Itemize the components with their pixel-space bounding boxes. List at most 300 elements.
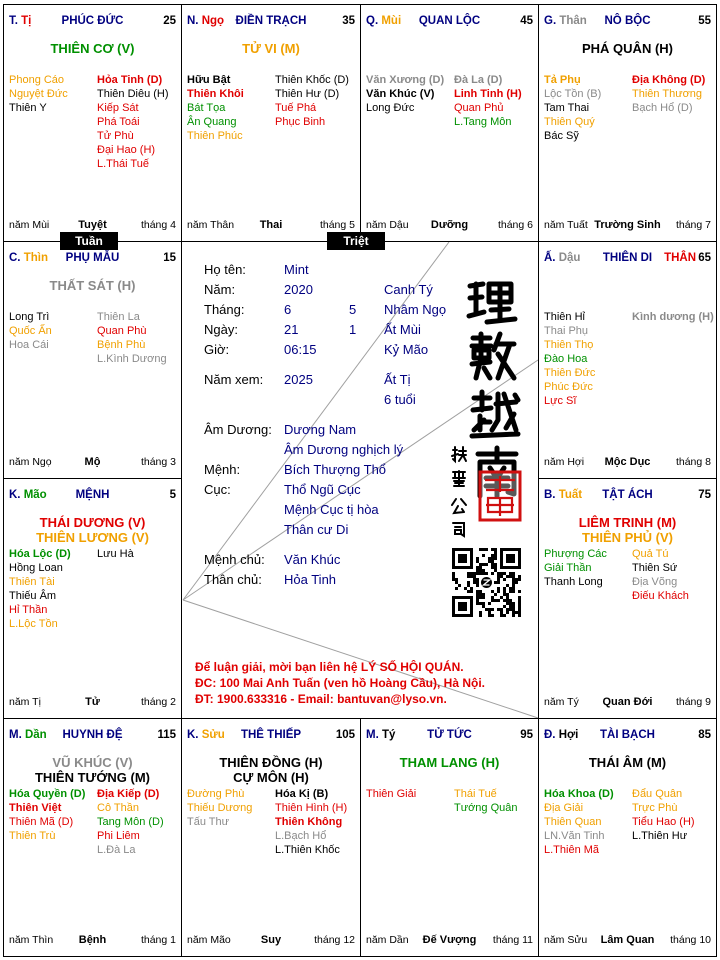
minor-stars-right xyxy=(275,787,347,857)
than-cu-marker: THÂN xyxy=(664,252,697,264)
triet-marker: Triệt xyxy=(327,232,385,250)
palace-hoi xyxy=(538,718,717,957)
month-lunar: 5 xyxy=(349,302,357,317)
minor-star: Thiên Tài xyxy=(9,576,55,588)
palace-than xyxy=(538,4,717,242)
tieu-han-year: năm Mùi xyxy=(9,219,50,231)
minor-star: Thiên Đức xyxy=(544,367,596,379)
tieu-han-year: năm Mão xyxy=(187,934,231,946)
tieu-han-year: năm Hợi xyxy=(544,456,585,468)
earthly-branch: Mão xyxy=(23,489,47,501)
palace-ty xyxy=(360,718,539,957)
minor-star: Đà La (D) xyxy=(454,74,503,86)
palace-header xyxy=(539,13,716,29)
day-label: Ngày: xyxy=(204,322,238,337)
minor-star: Đường Phù xyxy=(187,788,245,800)
cuc-note: Mệnh Cục tị hòa xyxy=(284,502,379,517)
palace-name-box xyxy=(539,250,716,266)
minor-stars-right xyxy=(97,73,169,171)
minor-star: Lưu Hà xyxy=(97,548,134,560)
palace-tuat xyxy=(538,478,717,719)
palace-name-wrap xyxy=(427,727,472,743)
day-lunar: 1 xyxy=(349,322,357,337)
life-stage: Quan Đới xyxy=(602,696,653,708)
palace-footer xyxy=(4,932,181,948)
day-solar: 21 xyxy=(284,322,299,337)
earthly-branch: Thìn xyxy=(23,252,48,264)
minor-star: Thiên Phúc xyxy=(187,130,243,142)
palace-header xyxy=(4,727,181,743)
main-stars xyxy=(4,278,181,293)
palace-dai-han-age: 75 xyxy=(698,489,711,501)
minor-star: Hóa Khoa (D) xyxy=(544,788,614,800)
minor-star: Thiên Khôi xyxy=(187,88,244,100)
heavenly-stem: B. xyxy=(544,489,556,501)
minor-star: Trực Phù xyxy=(632,802,678,814)
minor-star: Thiếu Âm xyxy=(9,590,57,602)
palace-footer xyxy=(539,217,716,233)
palace-name: TỬ TỨC xyxy=(427,729,472,741)
minor-star: Linh Tinh (H) xyxy=(454,88,522,100)
minor-star: Long Trì xyxy=(9,311,50,323)
palace-dai-han-age: 45 xyxy=(520,15,533,27)
palace-mui xyxy=(360,4,539,242)
main-star: TỬ VI (M) xyxy=(242,41,300,56)
palace-name: PHÚC ĐỨC xyxy=(61,15,124,27)
minor-star: Thiên Thọ xyxy=(544,339,594,351)
earthly-branch: Dần xyxy=(24,729,47,741)
luu-month: tháng 11 xyxy=(492,934,533,946)
palace-header xyxy=(539,487,716,503)
minor-star: Thiên Khốc (D) xyxy=(275,74,349,86)
palace-name-wrap xyxy=(602,487,652,503)
minor-star: L.Thiên Mã xyxy=(544,844,600,856)
minor-star: Thiên Hư (D) xyxy=(275,88,340,100)
palace-name-wrap xyxy=(419,13,480,29)
cuc-value: Thổ Ngũ Cục xyxy=(284,482,361,497)
minor-star: Tả Phụ xyxy=(544,74,581,86)
view-year-value: 2025 xyxy=(284,372,313,387)
palace-header xyxy=(361,13,538,29)
palace-header xyxy=(539,727,716,743)
heavenly-stem: N. xyxy=(187,15,199,27)
than-chu-value: Hỏa Tinh xyxy=(284,572,337,587)
palace-name-box xyxy=(539,487,716,503)
minor-stars-left xyxy=(544,787,614,857)
heavenly-stem: Đ. xyxy=(544,729,556,741)
minor-star: Thiếu Dương xyxy=(187,802,253,814)
minor-star: Điếu Khách xyxy=(632,590,689,602)
minor-star: Địa Võng xyxy=(632,576,678,588)
main-star: THIÊN PHỦ (V) xyxy=(582,530,673,545)
palace-footer xyxy=(4,217,181,233)
luu-month: tháng 5 xyxy=(319,219,355,231)
palace-footer xyxy=(539,694,716,710)
palace-mao xyxy=(3,478,182,719)
main-star: THÁI DƯƠNG (V) xyxy=(39,515,146,530)
minor-star: Bát Tọa xyxy=(187,102,226,114)
luu-month: tháng 4 xyxy=(140,219,176,231)
month-label: Tháng: xyxy=(204,302,245,317)
main-stars xyxy=(539,755,716,770)
minor-star: Tử Phù xyxy=(97,130,134,142)
menh-chu-label: Mệnh chủ: xyxy=(204,552,265,567)
main-stars xyxy=(361,755,538,770)
minor-stars-right xyxy=(275,73,349,129)
minor-star: L.Đà La xyxy=(97,844,136,856)
palace-name: PHỤ MẪU xyxy=(65,252,120,264)
main-star: PHÁ QUÂN (H) xyxy=(582,41,673,56)
year-label: Năm: xyxy=(204,282,236,297)
main-star: LIÊM TRINH (M) xyxy=(578,515,677,530)
palace-name-box xyxy=(4,250,181,266)
tieu-han-year: năm Ngọ xyxy=(9,456,52,468)
minor-star: L.Thái Tuế xyxy=(97,158,149,170)
palace-footer xyxy=(182,217,360,233)
palace-ti xyxy=(3,4,182,242)
palace-header xyxy=(4,13,181,29)
luu-month: tháng 10 xyxy=(670,934,711,946)
palace-name-wrap xyxy=(236,13,307,29)
minor-star: L.Tang Môn xyxy=(454,116,512,128)
palace-dai-han-age: 65 xyxy=(698,252,711,264)
palace-header xyxy=(361,727,538,743)
tuan-marker: Tuần xyxy=(60,232,118,250)
main-stars xyxy=(182,41,360,56)
minor-star: Hồng Loan xyxy=(9,562,63,574)
minor-stars-right xyxy=(97,787,164,857)
minor-stars-right xyxy=(632,547,689,603)
minor-star: Hỏa Tinh (D) xyxy=(97,74,163,86)
amduong-label: Âm Dương: xyxy=(204,422,272,437)
earthly-branch: Tuất xyxy=(558,489,583,501)
contact-line-address: ĐC: 100 Mai Anh Tuấn (ven hồ Hoàng Cầu), Hà Nội. xyxy=(195,676,486,690)
minor-star: Địa Giải xyxy=(544,802,584,814)
main-star: THAM LANG (H) xyxy=(399,755,500,770)
minor-star: Thiên Quý xyxy=(544,116,595,128)
palace-name: NÔ BỘC xyxy=(604,15,651,27)
minor-star: Thiên Trù xyxy=(9,830,56,842)
luu-month: tháng 1 xyxy=(140,934,176,946)
palace-suu xyxy=(181,718,361,957)
heavenly-stem: Q. xyxy=(366,15,379,27)
amduong-note: Âm Dương nghịch lý xyxy=(284,442,404,457)
palace-name: TẬT ÁCH xyxy=(602,489,653,501)
luu-month: tháng 6 xyxy=(497,219,533,231)
minor-star: Thiên Mã (D) xyxy=(9,816,74,828)
minor-star: Hóa Kị (B) xyxy=(275,788,329,800)
minor-stars-left xyxy=(9,310,52,352)
contact-line-invite: Để luận giải, mời bạn liên hệ LÝ SỐ HỘI QUÁN. xyxy=(195,660,464,674)
palace-dai-han-age: 15 xyxy=(163,252,176,264)
palace-name-box xyxy=(539,727,716,743)
life-stage: Đế Vượng xyxy=(422,934,477,946)
main-star: THẤT SÁT (H) xyxy=(49,278,136,293)
minor-star: Tuế Phá xyxy=(275,102,317,114)
heavenly-stem: C. xyxy=(9,252,21,264)
minor-star: L.Bạch Hổ xyxy=(275,830,327,842)
life-stage: Trường Sinh xyxy=(594,219,661,231)
palace-dai-han-age: 35 xyxy=(342,15,355,27)
minor-star: Phi Liêm xyxy=(97,830,140,842)
main-star: THIÊN TƯỚNG (M) xyxy=(34,770,151,785)
minor-star: Thai Phụ xyxy=(544,325,589,337)
view-year-label: Năm xem: xyxy=(204,372,264,387)
palace-dan xyxy=(3,718,182,957)
minor-stars-right xyxy=(454,73,522,129)
palace-footer xyxy=(4,454,181,470)
palace-footer xyxy=(361,217,538,233)
palace-name-box xyxy=(361,727,538,743)
palace-name-wrap xyxy=(76,487,110,503)
tieu-han-year: năm Thân xyxy=(187,219,235,231)
earthly-branch: Thân xyxy=(559,15,587,27)
palace-dau xyxy=(538,241,717,479)
minor-star: Địa Không (D) xyxy=(632,74,706,86)
palace-name-wrap xyxy=(602,250,697,266)
minor-star: Bệnh Phù xyxy=(97,339,146,351)
minor-star: Quốc Ấn xyxy=(9,325,52,337)
palace-header xyxy=(4,487,181,503)
heavenly-stem: K. xyxy=(9,489,21,501)
minor-star: L.Lộc Tồn xyxy=(9,618,58,630)
minor-star: Giải Thần xyxy=(544,562,592,574)
minor-star: Thiên Hình (H) xyxy=(275,802,348,814)
main-stars xyxy=(4,515,181,545)
palace-name: QUAN LỘC xyxy=(418,15,481,27)
luu-month: tháng 8 xyxy=(675,456,711,468)
palace-name-wrap xyxy=(62,13,124,29)
minor-star: L.Thiên Khốc xyxy=(275,844,340,856)
minor-star: Thiên Sứ xyxy=(632,562,678,574)
minor-star: Hỉ Thần xyxy=(9,604,48,616)
minor-star: Phục Binh xyxy=(275,116,326,128)
tieu-han-year: năm Tý xyxy=(544,696,579,708)
menh-value: Bích Thượng Thổ xyxy=(284,462,387,477)
minor-star: L.Kình Dương xyxy=(97,353,167,365)
life-stage: Mộc Dục xyxy=(604,456,651,468)
minor-star: Cô Thần xyxy=(97,802,139,814)
earthly-branch: Dậu xyxy=(558,252,581,264)
minor-star: Phúc Đức xyxy=(544,381,593,393)
palace-name-wrap xyxy=(62,727,122,743)
palace-name-box xyxy=(4,487,181,503)
palace-name-box xyxy=(182,13,360,29)
minor-star: Đẩu Quân xyxy=(632,788,683,800)
heavenly-stem: M. xyxy=(366,729,379,741)
palace-dai-han-age: 25 xyxy=(163,15,176,27)
main-stars xyxy=(4,755,181,785)
month-canchi: Nhâm Ngọ xyxy=(384,302,447,317)
contact-line-phone-email: ĐT: 1900.633316 - Email: bantuvan@lyso.vn. xyxy=(195,692,447,706)
earthly-branch: Hợi xyxy=(558,729,579,741)
earthly-branch: Tị xyxy=(21,15,32,27)
tieu-han-year: năm Tị xyxy=(9,696,41,708)
luu-month: tháng 3 xyxy=(140,456,176,468)
minor-star: Địa Kiếp (D) xyxy=(97,788,160,800)
minor-star: Nguyệt Đức xyxy=(9,88,68,100)
minor-stars-right xyxy=(454,787,518,815)
heavenly-stem: M. xyxy=(9,729,22,741)
main-star: CỰ MÔN (H) xyxy=(233,770,309,785)
minor-stars-left xyxy=(544,73,601,143)
palace-dai-han-age: 95 xyxy=(520,729,533,741)
life-stage: Dưỡng xyxy=(430,219,469,231)
palace-footer xyxy=(4,694,181,710)
minor-stars-left xyxy=(187,73,244,143)
minor-star: Kiếp Sát xyxy=(97,102,139,114)
palace-name-box xyxy=(361,13,538,29)
minor-star: Thiên Diêu (H) xyxy=(97,88,169,100)
palace-name-wrap xyxy=(241,727,301,743)
minor-stars-left xyxy=(366,73,444,115)
minor-star: Hữu Bật xyxy=(187,74,231,86)
palace-name: THIÊN DI xyxy=(602,252,653,264)
amduong-value: Dương Nam xyxy=(284,422,357,437)
luu-month: tháng 9 xyxy=(675,696,711,708)
minor-star: Thiên Y xyxy=(9,102,47,114)
palace-name: MỆNH xyxy=(75,489,110,501)
minor-stars-right xyxy=(632,310,714,324)
life-stage: Tử xyxy=(85,696,100,708)
palace-name-box xyxy=(4,13,181,29)
minor-star: Thiên Hỉ xyxy=(544,311,585,323)
minor-stars-right xyxy=(632,73,705,115)
minor-stars-left xyxy=(544,547,607,589)
hour-canchi: Kỷ Mão xyxy=(384,342,429,357)
minor-star: Đại Hao (H) xyxy=(97,144,156,156)
name-label: Họ tên: xyxy=(204,262,246,277)
main-star: VŨ KHÚC (V) xyxy=(52,755,133,770)
luu-month: tháng 12 xyxy=(314,934,355,946)
main-star: THIÊN ĐỒNG (H) xyxy=(219,755,323,770)
minor-star: Tam Thai xyxy=(544,102,590,114)
palace-name-wrap xyxy=(605,13,651,29)
minor-star: Lộc Tồn (B) xyxy=(544,88,602,100)
life-stage: Lâm Quan xyxy=(600,934,655,946)
minor-star: Thiên La xyxy=(97,311,140,323)
minor-star: Kình dương (H) xyxy=(632,311,714,323)
minor-star: L.Thiên Hư xyxy=(632,830,688,842)
minor-stars-left xyxy=(9,787,85,843)
minor-star: LN.Văn Tinh xyxy=(544,830,605,842)
palace-name: THÊ THIẾP xyxy=(240,729,302,741)
main-stars xyxy=(182,755,360,785)
earthly-branch: Tý xyxy=(381,729,396,741)
main-star: THIÊN LƯƠNG (V) xyxy=(36,530,149,545)
minor-star: Thiên Thương xyxy=(632,88,703,100)
minor-star: Thiên Giải xyxy=(366,788,417,800)
year-value: 2020 xyxy=(284,282,313,297)
than-note: Thân cư Di xyxy=(284,522,349,537)
minor-star: Bác Sỹ xyxy=(544,130,579,142)
earthly-branch: Mùi xyxy=(381,15,402,27)
palace-footer xyxy=(361,932,538,948)
palace-dai-han-age: 115 xyxy=(157,729,176,741)
cuc-label: Cục: xyxy=(204,482,231,497)
minor-stars-left xyxy=(9,73,68,115)
tieu-han-year: năm Thìn xyxy=(9,934,54,946)
life-stage: Mộ xyxy=(84,456,101,468)
minor-star: Phong Cáo xyxy=(9,74,65,86)
minor-star: Đào Hoa xyxy=(544,353,588,365)
main-stars xyxy=(539,515,716,545)
life-stage: Tuyệt xyxy=(78,219,107,231)
palace-name-wrap xyxy=(600,727,655,743)
name-value: Mint xyxy=(284,262,309,277)
tieu-han-year: năm Sửu xyxy=(544,934,588,946)
minor-star: Tiểu Hao (H) xyxy=(632,816,695,828)
minor-stars-left xyxy=(544,310,595,408)
palace-name: TÀI BẠCH xyxy=(600,729,655,741)
life-stage: Bệnh xyxy=(78,934,107,946)
minor-star: Thanh Long xyxy=(544,576,603,588)
minor-star: Phá Toái xyxy=(97,116,140,128)
palace-name-box xyxy=(4,727,181,743)
palace-header xyxy=(182,727,360,743)
palace-dai-han-age: 105 xyxy=(335,729,355,741)
palace-dai-han-age: 85 xyxy=(698,729,711,741)
heavenly-stem: T. xyxy=(9,15,18,27)
minor-star: Thiên Việt xyxy=(9,802,62,814)
main-stars xyxy=(539,41,716,56)
palace-header xyxy=(182,13,360,29)
palace-header xyxy=(4,250,181,266)
minor-star: Hóa Lộc (D) xyxy=(9,548,71,560)
minor-stars-right xyxy=(97,547,134,561)
minor-star: Văn Xương (D) xyxy=(366,74,445,86)
minor-star: Tấu Thư xyxy=(187,816,230,828)
minor-stars-left xyxy=(9,547,71,631)
minor-star: Hóa Quyền (D) xyxy=(9,788,86,800)
tieu-han-year: năm Dậu xyxy=(366,219,409,231)
menh-label: Mệnh: xyxy=(204,462,241,477)
view-year-canchi: Ất Tị xyxy=(384,372,411,387)
minor-star: Hoa Cái xyxy=(9,339,49,351)
minor-star: Tang Môn (D) xyxy=(97,816,164,828)
palace-dai-han-age: 5 xyxy=(169,489,176,501)
palace-name: HUYNH ĐỆ xyxy=(62,729,123,741)
tieu-han-year: năm Dần xyxy=(366,934,409,946)
minor-star: Phượng Các xyxy=(544,548,607,560)
main-stars xyxy=(4,41,181,56)
minor-stars-right xyxy=(632,787,695,843)
menh-chu-value: Văn Khúc xyxy=(284,552,341,567)
minor-star: Bạch Hổ (D) xyxy=(632,102,693,114)
minor-stars-left xyxy=(187,787,252,829)
minor-star: Thiên Không xyxy=(275,816,343,828)
luu-month: tháng 2 xyxy=(140,696,176,708)
palace-footer xyxy=(539,932,716,948)
minor-star: Văn Khúc (V) xyxy=(366,88,435,100)
year-canchi: Canh Tý xyxy=(384,282,433,297)
palace-footer xyxy=(539,454,716,470)
than-chu-label: Thân chủ: xyxy=(204,572,262,587)
main-star: THÁI ÂM (M) xyxy=(588,755,667,770)
main-star: THIÊN CƠ (V) xyxy=(50,41,135,56)
month-solar: 6 xyxy=(284,302,292,317)
minor-stars-left xyxy=(366,787,416,801)
earthly-branch: Ngọ xyxy=(201,15,225,27)
minor-star: Tướng Quân xyxy=(454,802,518,814)
heavenly-stem: Ấ. xyxy=(544,252,556,264)
hour-label: Giờ: xyxy=(204,342,230,357)
minor-stars-right xyxy=(97,310,167,366)
minor-star: Thiên Quan xyxy=(544,816,602,828)
earthly-branch: Sửu xyxy=(201,729,225,741)
palace-thin xyxy=(3,241,182,479)
day-canchi: Ất Mùi xyxy=(384,322,421,337)
